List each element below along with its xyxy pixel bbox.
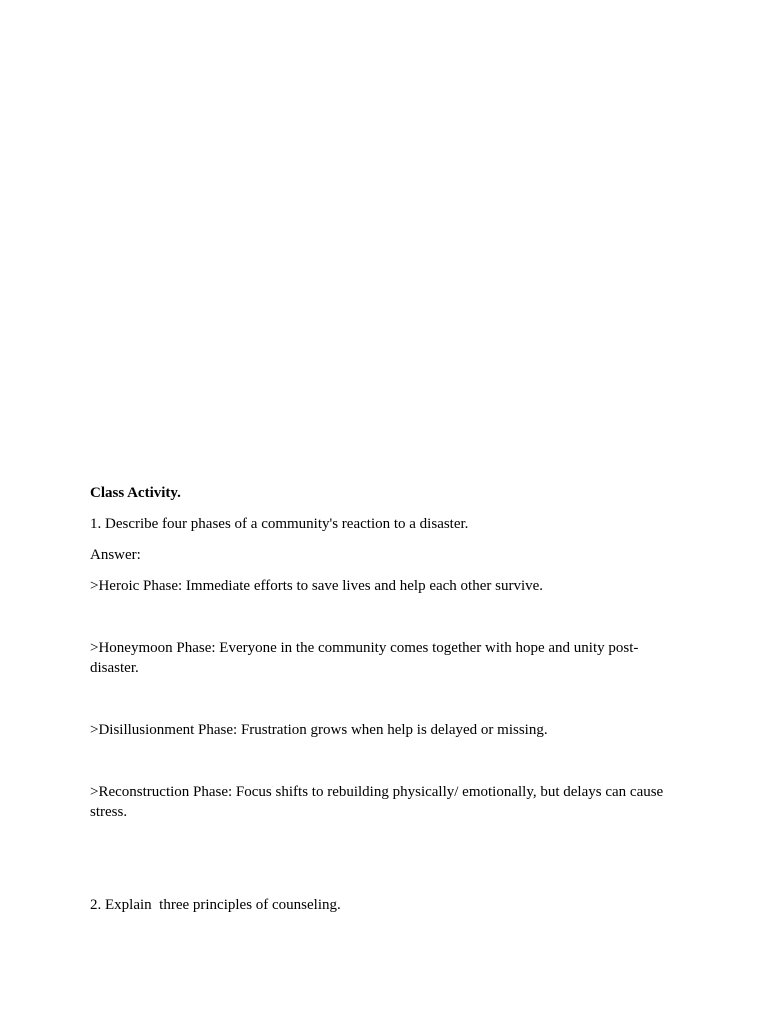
phase-reconstruction: >Reconstruction Phase: Focus shifts to rebuilding physically/ emotionally, but delays can cause stress.	[90, 784, 664, 820]
phase-heroic: >Heroic Phase: Immediate efforts to save lives and help each other survive.	[90, 578, 544, 594]
section-heading: Class Activity.	[90, 485, 181, 501]
answer-label: Answer:	[90, 547, 141, 563]
phase-honeymoon: >Honeymoon Phase: Everyone in the community comes together with hope and unity post-disaster.	[90, 640, 639, 676]
question-2: 2. Explain three principles of counseling.	[90, 897, 341, 913]
document-body	[90, 483, 676, 915]
phase-disillusionment: >Disillusionment Phase: Frustration grows when help is delayed or missing.	[90, 722, 548, 738]
question-1: 1. Describe four phases of a community's reaction to a disaster.	[90, 516, 469, 532]
